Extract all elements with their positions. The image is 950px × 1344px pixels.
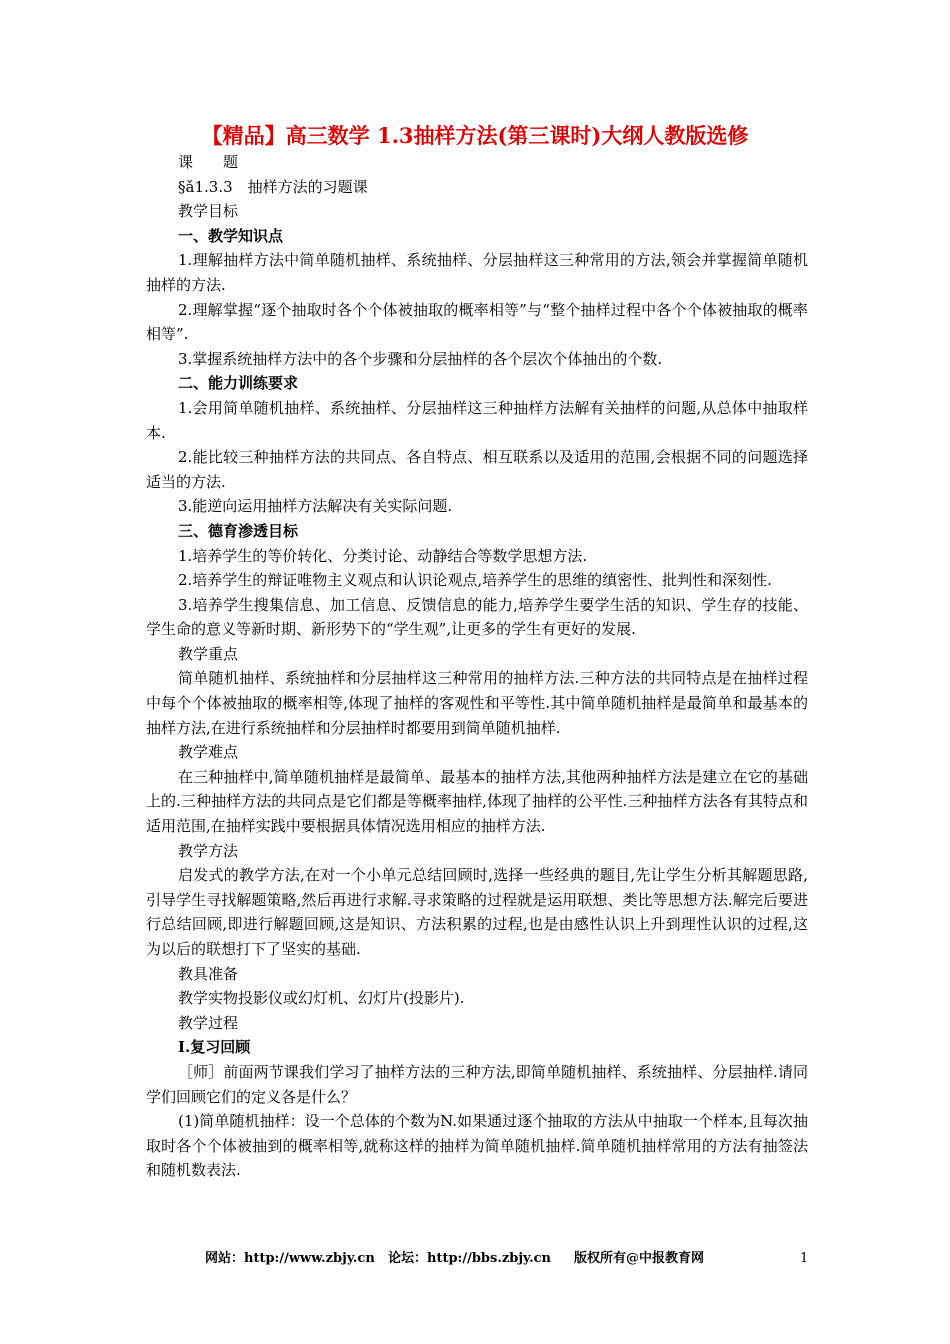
body-paragraph: 在三种抽样中,简单随机抽样是最简单、最基本的抽样方法,其他两种抽样方法是建立在它的基础上的.三种抽样方法的共同点是它们都是等概率抽样,体现了抽样的公平性.三种抽样方法各有其特点和适用范围,在抽样实践中要根据具体情况选用相应的抽样方法. — [146, 767, 808, 836]
body-paragraph: 2.培养学生的辩证唯物主义观点和认识论观点,培养学生的思维的缜密性、批判性和深刻性. — [178, 571, 772, 590]
document-body — [146, 150, 808, 1183]
body-paragraph: 1.会用简单随机抽样、系统抽样、分层抽样这三种抽样方法解有关抽样的问题,从总体中抽取样本. — [146, 398, 808, 442]
body-paragraph: §ǎ1.3.3 抽样方法的习题课 — [178, 177, 368, 196]
body-paragraph: 教具准备 — [178, 964, 239, 983]
body-paragraph: 1.培养学生的等价转化、分类讨论、动静结合等数学思想方法. — [178, 546, 588, 565]
body-paragraph: ［师］前面两节课我们学习了抽样方法的三种方法,即简单随机抽样、系统抽样、分层抽样.请同学们回顾它们的定义各是什么？ — [146, 1062, 808, 1106]
body-paragraph: 3.能逆向运用抽样方法解决有关实际问题. — [178, 497, 453, 516]
body-paragraph: 3.培养学生搜集信息、加工信息、反馈信息的能力,培养学生要学生活的知识、学生存的技能、学生命的意义等新时期、新形势下的“学生观”,让更多的学生有更好的发展. — [146, 595, 808, 639]
section-heading: 二、能力训练要求 — [178, 374, 299, 393]
page-footer — [0, 1247, 950, 1271]
body-paragraph: 教学目标 — [178, 202, 239, 221]
body-paragraph: 教学方法 — [178, 841, 239, 860]
body-paragraph: 启发式的教学方法,在对一个小单元总结回顾时,选择一些经典的题目,先让学生分析其解题思路,引导学生寻找解题策略,然后再进行求解.寻求策略的过程就是运用联想、类比等思想方法.解完后要进行总结回顾,即进行解题回顾,这是知识、方法积累的过程,也是由感性认识上升到理性认识的过程,这为以后的联想打下了坚实的基础. — [146, 866, 808, 958]
body-paragraph: 课 题 — [178, 153, 239, 171]
body-paragraph: 简单随机抽样、系统抽样和分层抽样这三种常用的抽样方法.三种方法的共同特点是在抽样过程中每个个体被抽取的概率相等,体现了抽样的客观性和平等性.其中简单随机抽样是最简单和最基本的抽样方法,在进行系统抽样和分层抽样时都要用到简单随机抽样. — [146, 669, 808, 737]
body-paragraph: 教学实物投影仪或幻灯机、幻灯片(投影片). — [178, 989, 465, 1008]
body-paragraph: 教学难点 — [178, 743, 239, 762]
footer-forum: 论坛：http://bbs.zbjy.cn — [388, 1251, 552, 1266]
footer-website: 网站：http://www.zbjy.cn — [205, 1251, 375, 1266]
section-heading: 三、德育渗透目标 — [178, 521, 299, 540]
body-paragraph: 3.掌握系统抽样方法中的各个步骤和分层抽样的各个层次个体抽出的个数. — [178, 349, 663, 368]
page-number: 1 — [800, 1251, 809, 1266]
footer-copyright: 版权所有@中报教育网 — [574, 1251, 705, 1266]
body-paragraph: 2.能比较三种抽样方法的共同点、各自特点、相互联系以及适用的范围,会根据不同的问题选择适当的方法. — [146, 448, 808, 491]
body-paragraph: 2.理解掌握“逐个抽取时各个个体被抽取的概率相等”与“整个抽样过程中各个个体被抽取的概率相等”. — [146, 300, 808, 344]
body-paragraph: 教学重点 — [178, 644, 239, 663]
body-paragraph: (1)简单随机抽样：设一个总体的个数为N.如果通过逐个抽取的方法从中抽取一个样本,且每次抽取时各个个体被抽到的概率相等,就称这样的抽样为简单随机抽样.简单随机抽样常用的方法有抽签法和随机数表法. — [146, 1112, 808, 1180]
body-paragraph: 教学过程 — [178, 1013, 239, 1032]
body-paragraph: 1.理解抽样方法中简单随机抽样、系统抽样、分层抽样这三种常用的方法,领会并掌握简单随机抽样的方法. — [146, 251, 808, 294]
section-heading: 一、教学知识点 — [178, 226, 284, 245]
document-title: 【精品】高三数学 1.3抽样方法(第三课时)大纲人教版选修 — [201, 123, 749, 148]
section-heading: Ⅰ.复习回顾 — [178, 1038, 251, 1057]
